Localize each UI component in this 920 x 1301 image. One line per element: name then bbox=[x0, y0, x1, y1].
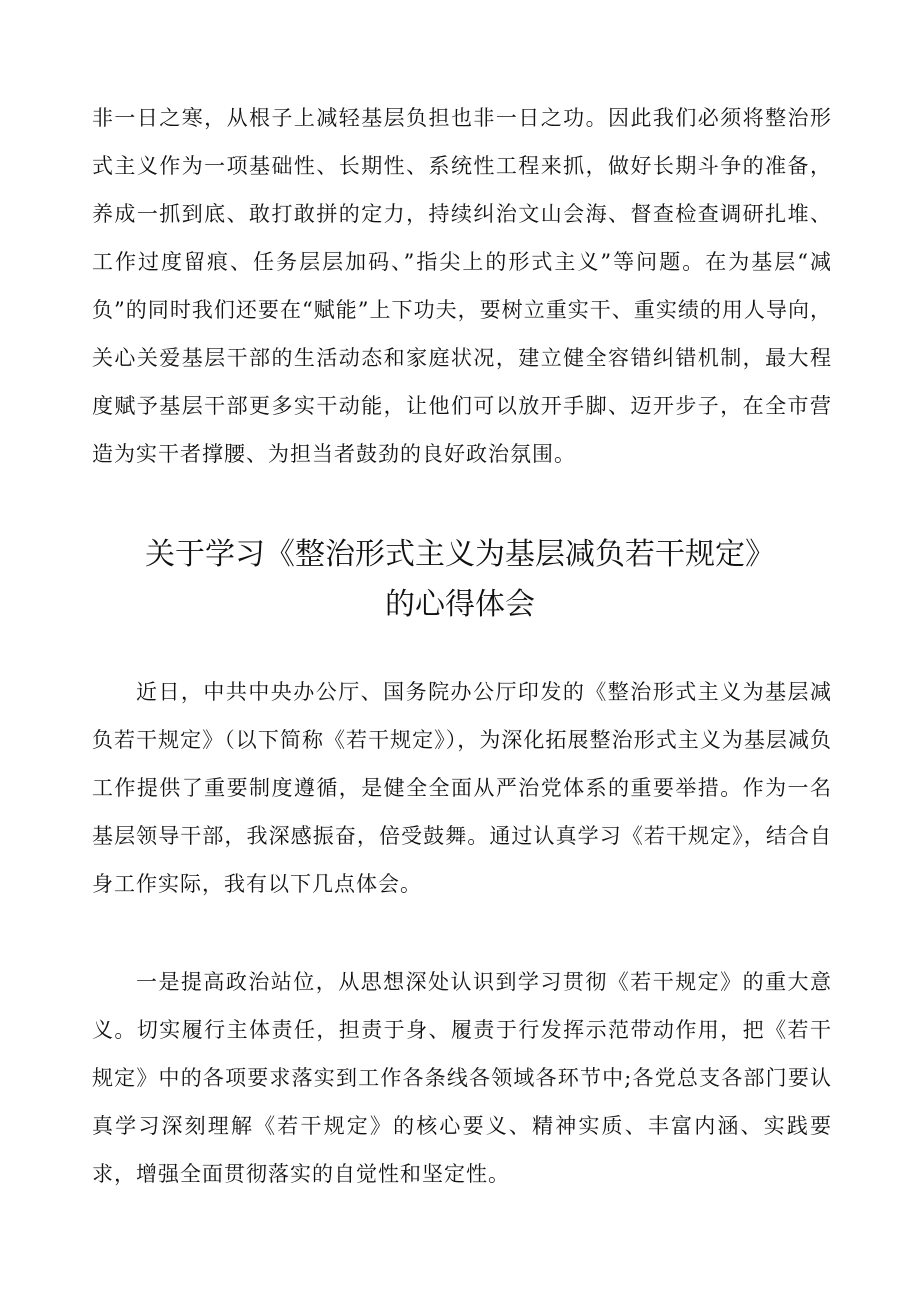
title-line-1: 关于学习《整治形式主义为基层减负若干规定》 bbox=[145, 537, 775, 572]
paragraph-continued: 非一日之寒，从根子上减轻基层负担也非一日之功。因此我们必须将整治形式主义作为一项基础性、长期性、系统性工程来抓，做好长期斗争的准备，养成一抓到底、敢打敢拼的定力，持续纠治文山会海、督查检查调研扎堆、工作过度留痕、任务层层加码、”指尖上的形式主义”等问题。在为基层“减负”的同时我们还要在“赋能”上下功夫，要树立重实干、重实绩的用人导向，关心关爱基层干部的生活动态和家庭状况，建立健全容错纠错机制，最大程度赋予基层干部更多实干动能，让他们可以放开手脚、迈开步子，在全市营造为实干者撑腰、为担当者鼓劲的良好政治氛围。 bbox=[92, 106, 832, 466]
paragraph-intro: 近日，中共中央办公厅、国务院办公厅印发的《整治形式主义为基层减负若干规定》（以下简称《若干规定》），为深化拓展整治形式主义为基层减负工作提供了重要制度遵循，是健全全面从严治党体系的重要举措。作为一名基层领导干部，我深感振奋，倍受鼓舞。通过认真学习《若干规定》，结合自身工作实际，我有以下几点体会。 bbox=[92, 680, 832, 896]
document-title bbox=[60, 530, 860, 630]
paragraph-point-1: 一是提高政治站位，从思想深处认识到学习贯彻《若干规定》的重大意义。切实履行主体责任，担责于身、履责于行发挥示范带动作用，把《若干规定》中的各项要求落实到工作各条线各领域各环节中;各党总支各部门要认真学习深刻理解《若干规定》的核心要义、精神实质、丰富内涵、实践要求，增强全面贯彻落实的自觉性和坚定性。 bbox=[92, 970, 832, 1186]
title-line-2: 的心得体会 bbox=[385, 587, 535, 622]
